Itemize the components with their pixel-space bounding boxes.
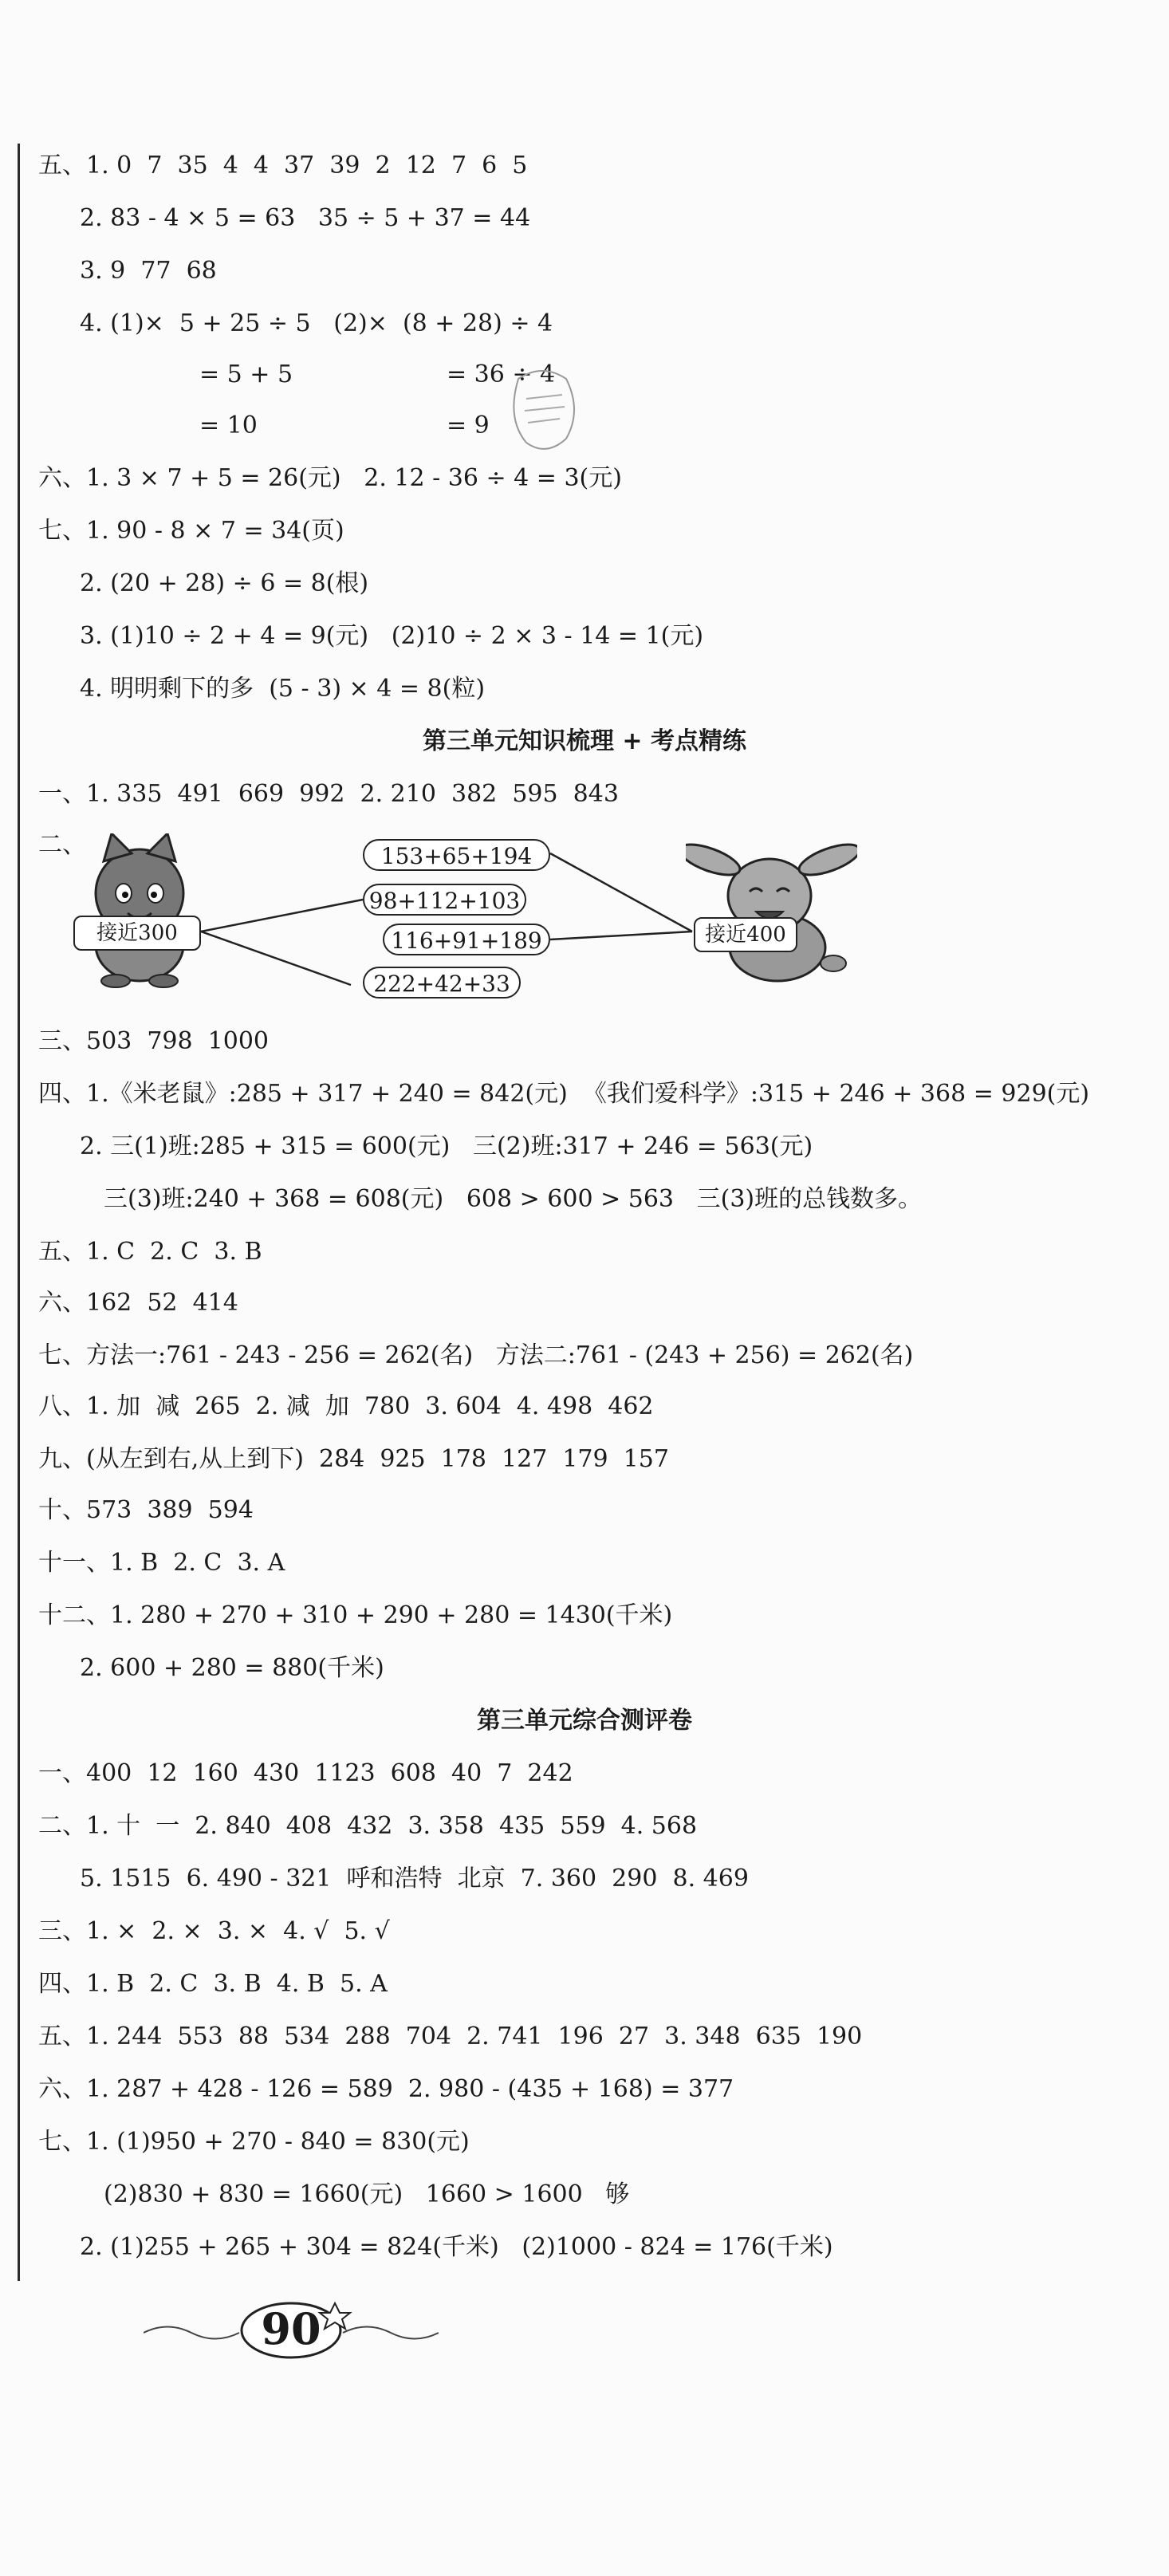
- answer-line: 四、1. B 2. C 3. B 4. B 5. A: [38, 1970, 388, 1998]
- answer-line: 十一、1. B 2. C 3. A: [38, 1549, 285, 1577]
- answer-line: 3. 9 77 68: [80, 257, 217, 285]
- matching-lines: [0, 0, 1169, 1037]
- section-heading: 第三单元知识梳理 + 考点精练: [422, 727, 747, 755]
- answer-line: 一、1. 335 491 669 992 2. 210 382 595 843: [38, 780, 619, 808]
- answer-line: = 5 + 5: [199, 360, 293, 388]
- answer-line: 2. 600 + 280 = 880(千米): [80, 1654, 384, 1682]
- answer-line: 三、503 798 1000: [38, 1027, 270, 1055]
- expression-pill: 222+42+33: [363, 967, 521, 998]
- expression-pill: 116+91+189: [383, 924, 550, 955]
- answer-line: (2)830 + 830 = 1660(元) 1660 > 1600 够: [104, 2180, 630, 2208]
- answer-line: 2. 83 - 4 × 5 = 63 35 ÷ 5 + 37 = 44: [80, 204, 531, 232]
- answer-line: = 10: [199, 412, 258, 439]
- answer-line: 二、: [38, 831, 86, 859]
- answer-line: 五、1. 0 7 35 4 4 37 39 2 12 7 6 5: [38, 152, 528, 179]
- answer-line: 八、1. 加 减 265 2. 减 加 780 3. 604 4. 498 462: [38, 1392, 654, 1420]
- answer-line: 五、1. 244 553 88 534 288 704 2. 741 196 27 3. 348 635 190: [38, 2023, 863, 2050]
- answer-line: 十二、1. 280 + 270 + 310 + 290 + 280 = 1430(千米): [38, 1601, 673, 1629]
- answer-line: 七、1. (1)950 + 270 - 840 = 830(元): [38, 2128, 470, 2156]
- answer-line: 九、(从左到右,从上到下) 284 925 178 127 179 157: [38, 1445, 669, 1473]
- answer-line: = 9: [447, 412, 490, 439]
- answer-line: 二、1. 十 一 2. 840 408 432 3. 358 435 559 4. 568: [38, 1812, 698, 1840]
- answer-line: 六、162 52 414: [38, 1289, 238, 1317]
- answer-line: 四、1.《米老鼠》:285 + 317 + 240 = 842(元) 《我们爱科学》:315 + 246 + 368 = 929(元): [38, 1080, 1090, 1108]
- answer-line: 七、方法一:761 - 243 - 256 = 262(名) 方法二:761 - (243 + 256) = 262(名): [38, 1341, 914, 1369]
- rabbit-label: 接近400: [694, 917, 797, 952]
- answer-line: 五、1. C 2. C 3. B: [38, 1238, 262, 1266]
- answer-line: 三、1. × 2. × 3. × 4. √ 5. √: [38, 1917, 390, 1945]
- answer-line: = 36 ÷ 4: [447, 360, 556, 388]
- expression-pill: 98+112+103: [363, 884, 526, 916]
- page-number: 90: [261, 2303, 321, 2354]
- answer-line: 2. 三(1)班:285 + 315 = 600(元) 三(2)班:317 + 246 = 563(元): [80, 1132, 813, 1160]
- rabbit-illustration-icon: [686, 836, 857, 983]
- answer-line: 三(3)班:240 + 368 = 608(元) 608 > 600 > 563 三(3)班的总钱数多。: [104, 1185, 923, 1213]
- answer-line: 六、1. 287 + 428 - 126 = 589 2. 980 - (435 + 168) = 377: [38, 2075, 734, 2103]
- answer-line: 一、400 12 160 430 1123 608 40 7 242: [38, 1759, 573, 1787]
- answer-line: 5. 1515 6. 490 - 321 呼和浩特 北京 7. 360 290 8. 469: [80, 1865, 749, 1893]
- answer-line: 七、1. 90 - 8 × 7 = 34(页): [38, 517, 344, 545]
- answer-line: 十、573 389 594: [38, 1496, 254, 1524]
- section-heading: 第三单元综合测评卷: [477, 1707, 692, 1735]
- answer-line: 4. 明明剩下的多 (5 - 3) × 4 = 8(粒): [80, 675, 486, 703]
- answer-line: 六、1. 3 × 7 + 5 = 26(元) 2. 12 - 36 ÷ 4 = 3(元): [38, 464, 622, 492]
- answer-line: 2. (20 + 28) ÷ 6 = 8(根): [80, 569, 369, 597]
- answer-line: 4. (1)× 5 + 25 ÷ 5 (2)× (8 + 28) ÷ 4: [80, 309, 553, 337]
- answer-line: 3. (1)10 ÷ 2 + 4 = 9(元) (2)10 ÷ 2 × 3 - 14 = 1(元): [80, 622, 704, 650]
- answer-line: 2. (1)255 + 265 + 304 = 824(千米) (2)1000 - 824 = 176(千米): [80, 2233, 833, 2261]
- expression-pill: 153+65+194: [363, 839, 550, 871]
- cat-label: 接近300: [73, 916, 201, 951]
